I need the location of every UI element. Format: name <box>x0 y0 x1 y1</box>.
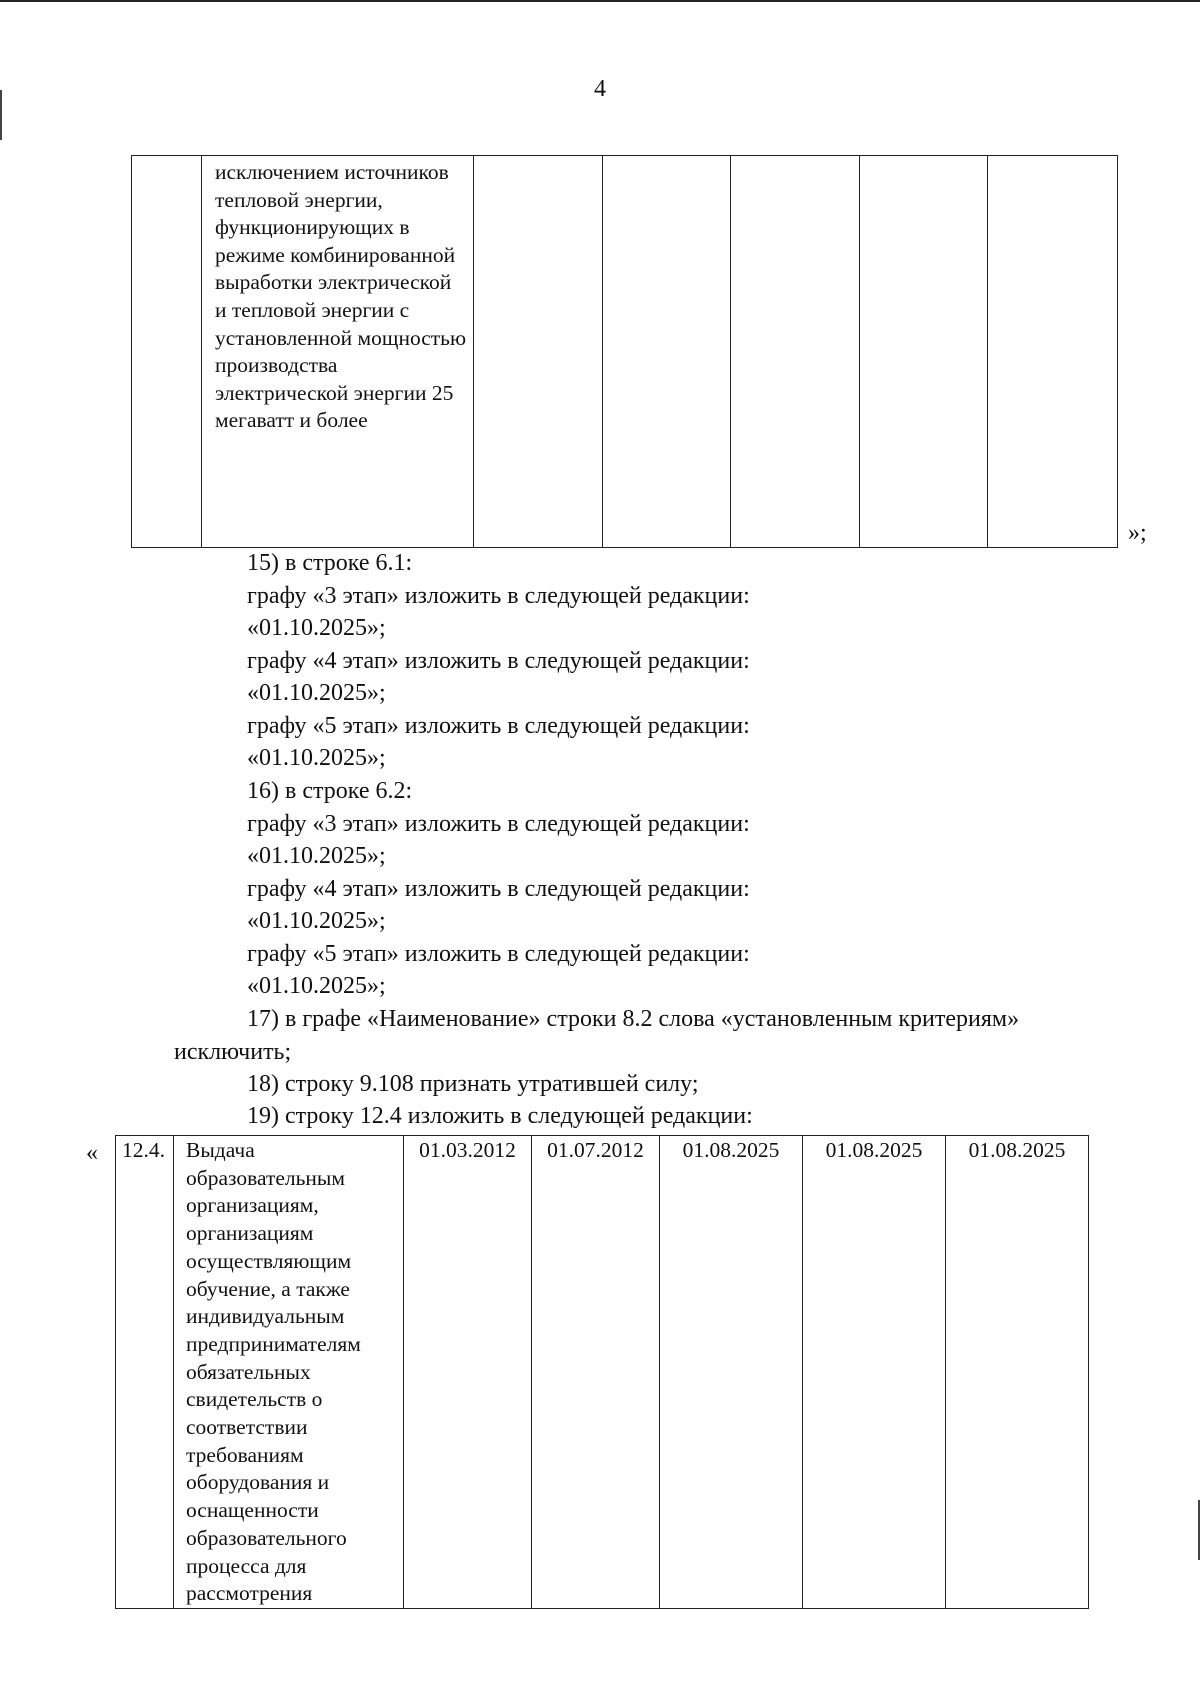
amendment-line: «01.10.2025»; <box>247 680 386 706</box>
row-name-cell: Выдача образовательным организациям, организациям осуществляющим обучение, а также индивидуальным предпринимателям обязательных свидетельств о соответствии требованиям оборудования и оснащенности образовательного процесса для рассмотрения <box>174 1136 404 1609</box>
row-number-cell: 12.4. <box>116 1136 174 1609</box>
date-cell: 01.03.2012 <box>404 1136 532 1609</box>
page-number: 4 <box>594 76 606 102</box>
number-cell <box>132 156 202 548</box>
amendment-line: исключить; <box>174 1039 292 1065</box>
amendment-line: графу «4 этап» изложить в следующей редакции: <box>247 648 750 674</box>
amendment-line: 15) в строке 6.1: <box>247 550 413 576</box>
name-cell: исключением источников тепловой энергии, функционирующих в режиме комбинированной выработки электрической и тепловой энергии с установленной мощностью производства электрической энергии 25 мегаватт и более <box>202 156 474 548</box>
stage-cell <box>731 156 860 548</box>
table-row <box>132 156 1118 548</box>
table-row <box>116 1136 1089 1609</box>
date-cell: 01.08.2025 <box>946 1136 1089 1609</box>
table-row-12-4 <box>115 1135 1089 1609</box>
stage-cell <box>603 156 731 548</box>
table-continuation <box>131 155 1118 548</box>
stage-cell <box>474 156 603 548</box>
amendment-line: 19) строку 12.4 изложить в следующей редакции: <box>247 1103 753 1129</box>
date-cell: 01.07.2012 <box>532 1136 660 1609</box>
closing-quote: »; <box>1128 520 1147 546</box>
amendment-line: графу «4 этап» изложить в следующей редакции: <box>247 876 750 902</box>
amendment-line: графу «5 этап» изложить в следующей редакции: <box>247 713 750 739</box>
opening-quote: « <box>86 1140 98 1166</box>
date-cell: 01.08.2025 <box>803 1136 946 1609</box>
amendment-line: 17) в графе «Наименование» строки 8.2 слова «установленным критериям» <box>247 1006 1020 1032</box>
scan-edge-top <box>0 0 1200 2</box>
stage-cell <box>988 156 1118 548</box>
amendment-line: «01.10.2025»; <box>247 973 386 999</box>
amendment-line: 18) строку 9.108 признать утратившей силу; <box>247 1071 699 1097</box>
amendment-line: графу «5 этап» изложить в следующей редакции: <box>247 941 750 967</box>
amendment-line: графу «3 этап» изложить в следующей редакции: <box>247 811 750 837</box>
stage-cell <box>860 156 988 548</box>
amendment-line: «01.10.2025»; <box>247 908 386 934</box>
amendment-line: графу «3 этап» изложить в следующей редакции: <box>247 583 750 609</box>
date-cell: 01.08.2025 <box>660 1136 803 1609</box>
amendment-line: 16) в строке 6.2: <box>247 778 413 804</box>
amendment-line: «01.10.2025»; <box>247 615 386 641</box>
amendment-line: «01.10.2025»; <box>247 745 386 771</box>
amendment-line: «01.10.2025»; <box>247 843 386 869</box>
